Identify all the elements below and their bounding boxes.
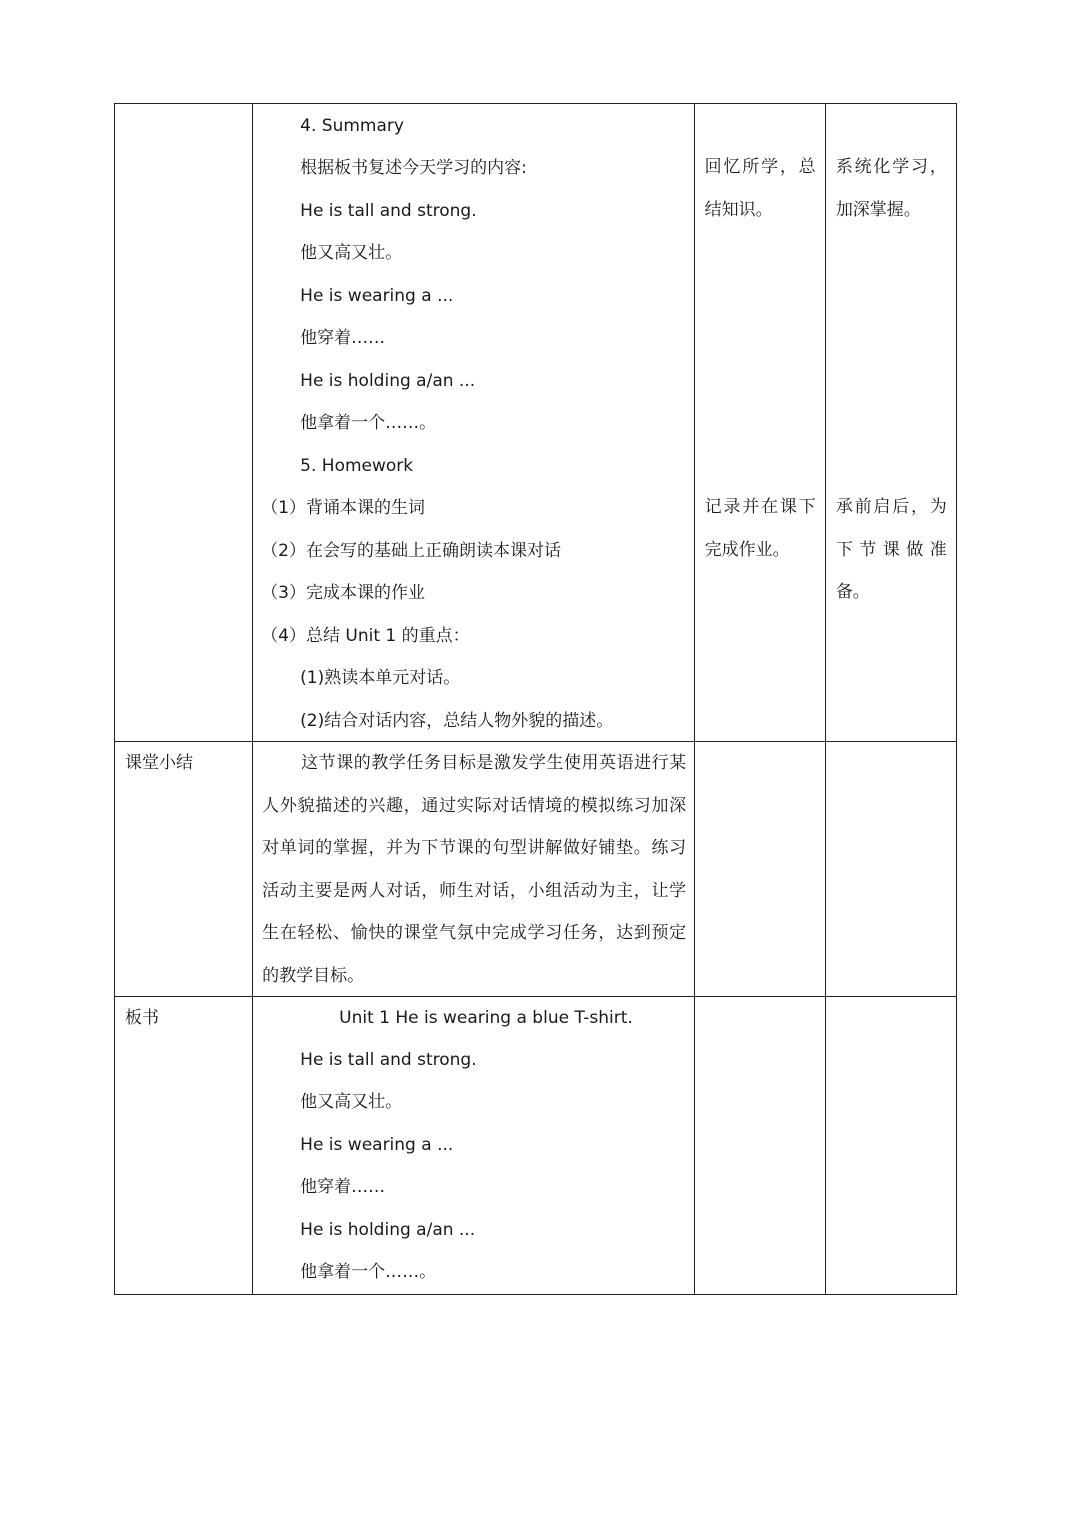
student-activity-cell xyxy=(694,104,825,742)
summary-line: 他穿着…… xyxy=(300,328,386,348)
homework-item: （1）背诵本课的生词 xyxy=(261,498,425,518)
summary-line: 他拿着一个……。 xyxy=(300,413,437,433)
homework-item: （4）总结 Unit 1 的重点： xyxy=(261,626,470,646)
table-row-board xyxy=(115,997,957,1295)
conclusion-label-cell xyxy=(115,742,253,997)
conclusion-text: 这节课的教学任务目标是激发学生使用英语进行某人外貌描述的兴趣，通过实际对话情境的模拟练习加深对单词的掌握，并为下节课的句型讲解做好铺垫。练习活动主要是两人对话，师生对话，小组活动为主，让学生在轻松、愉快的课堂气氛中完成学习任务，达到预定的教学目标。 xyxy=(262,753,687,986)
conclusion-empty-cell xyxy=(694,742,825,997)
board-label-cell xyxy=(115,997,253,1295)
summary-intro: 根据板书复述今天学习的内容: xyxy=(300,158,527,178)
student-homework-text: 记录并在课下完成作业。 xyxy=(704,497,816,560)
summary-line: 他又高又壮。 xyxy=(300,243,403,263)
conclusion-label: 课堂小结 xyxy=(125,753,193,773)
board-line: He is wearing a ... xyxy=(300,1135,454,1155)
board-content-cell xyxy=(253,997,695,1295)
summary-heading: 4. Summary xyxy=(300,116,404,136)
board-line: 他拿着一个……。 xyxy=(300,1262,437,1282)
homework-subitem: (2)结合对话内容，总结人物外貌的描述。 xyxy=(300,711,614,731)
board-label: 板书 xyxy=(125,1008,159,1028)
table-row-conclusion xyxy=(115,742,957,997)
homework-item: （2）在会写的基础上正确朗读本课对话 xyxy=(261,541,561,561)
board-line: 他又高又壮。 xyxy=(300,1092,403,1112)
student-summary-text: 回忆所学，总结知识。 xyxy=(704,157,816,220)
summary-line: He is tall and strong. xyxy=(300,201,477,221)
board-line: 他穿着…… xyxy=(300,1177,386,1197)
board-line: He is holding a/an ... xyxy=(300,1220,476,1240)
homework-item: （3）完成本课的作业 xyxy=(261,583,425,603)
board-empty-cell xyxy=(694,997,825,1295)
intent-summary-text: 系统化学习，加深掌握。 xyxy=(835,157,947,220)
conclusion-text-cell xyxy=(253,742,695,997)
table-row-activity xyxy=(115,104,957,742)
board-empty-cell xyxy=(825,997,956,1295)
conclusion-empty-cell xyxy=(825,742,956,997)
activity-label-cell xyxy=(115,104,253,742)
intent-homework-text: 承前启后，为下节课做准备。 xyxy=(835,497,947,602)
summary-line: He is holding a/an ... xyxy=(300,371,476,391)
homework-heading: 5. Homework xyxy=(300,456,414,476)
lesson-plan-table xyxy=(114,103,957,1295)
homework-subitem: (1)熟读本单元对话。 xyxy=(300,668,461,688)
board-line: He is tall and strong. xyxy=(300,1050,477,1070)
board-title: Unit 1 He is wearing a blue T-shirt. xyxy=(339,1008,633,1028)
activity-content-cell xyxy=(253,104,695,742)
summary-line: He is wearing a ... xyxy=(300,286,454,306)
design-intent-cell xyxy=(825,104,956,742)
